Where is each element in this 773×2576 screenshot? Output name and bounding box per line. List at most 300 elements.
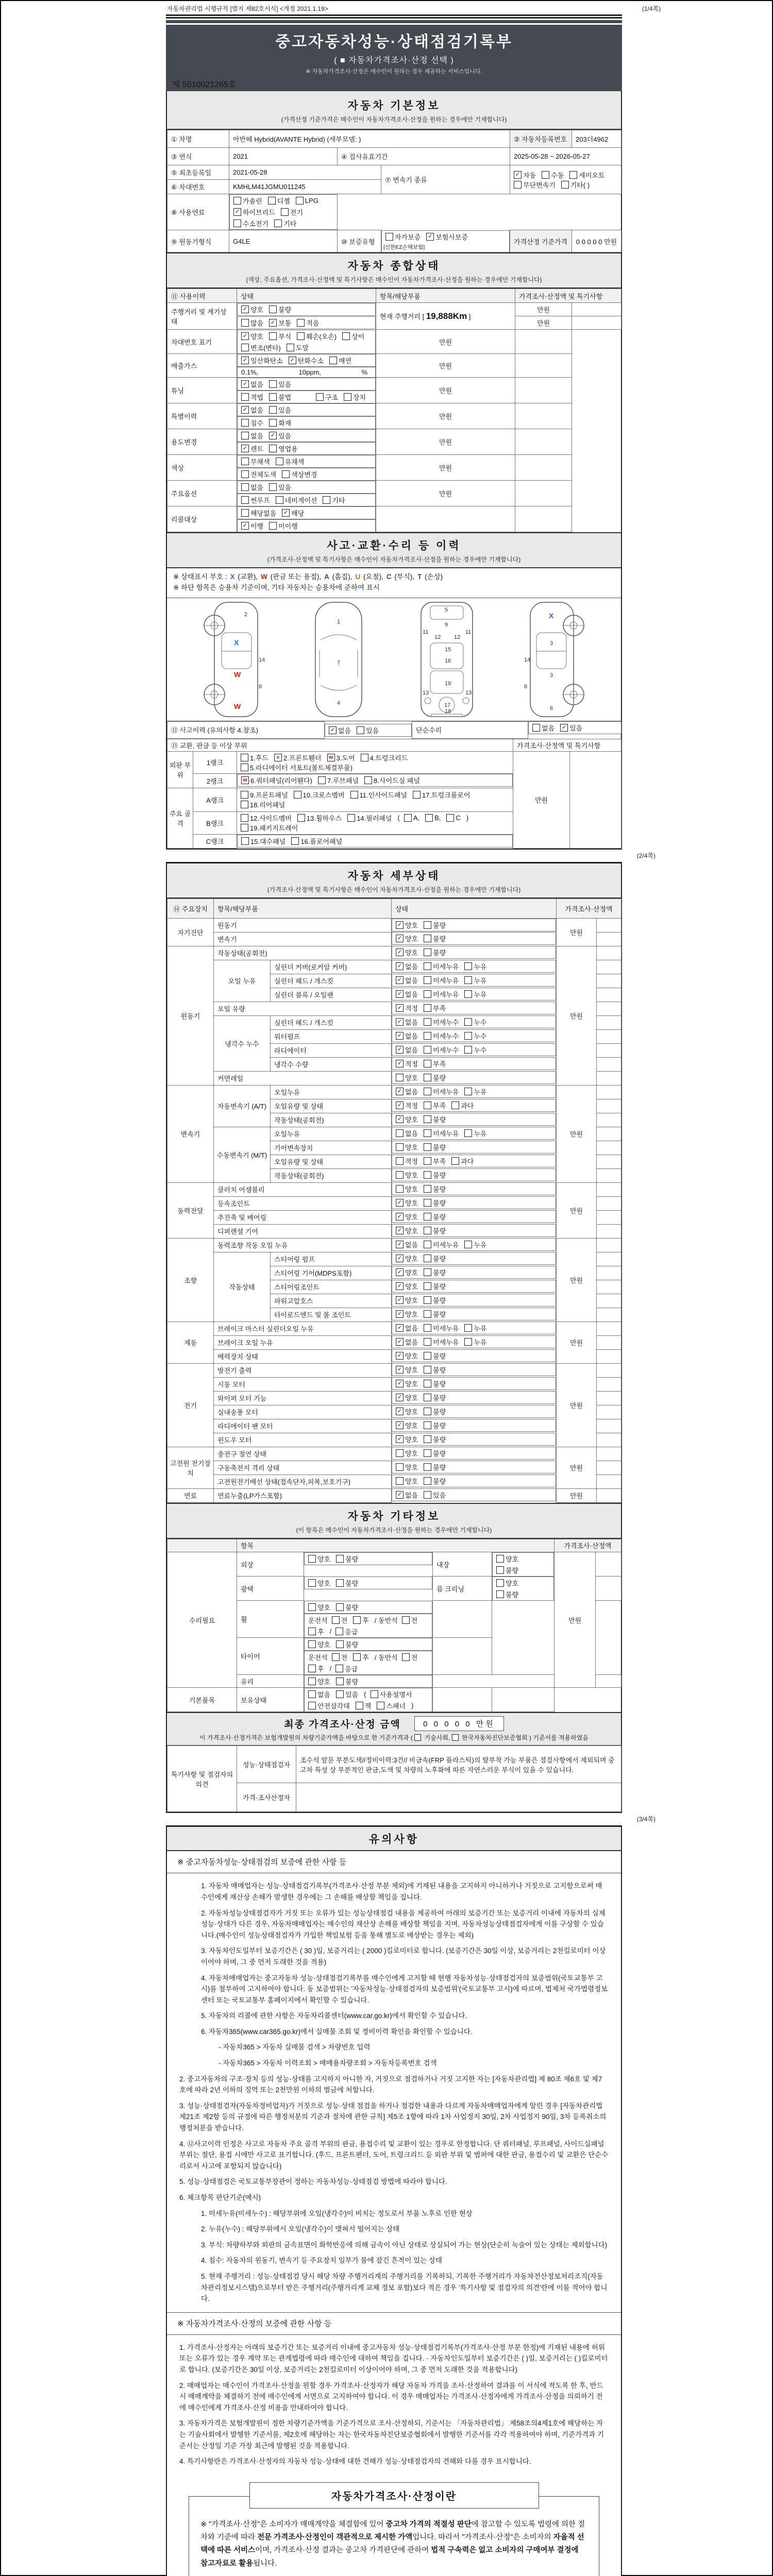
cell <box>392 1238 556 1251</box>
checkbox[interactable] <box>424 1171 431 1179</box>
cell <box>392 1419 556 1432</box>
checkbox[interactable] <box>269 332 277 340</box>
cell: 만원 <box>376 455 515 481</box>
checkbox-label: 불량 <box>433 1464 446 1472</box>
checkbox[interactable] <box>425 814 433 822</box>
checkbox[interactable]: ✓ <box>396 921 404 929</box>
svg-text:2: 2 <box>244 611 248 618</box>
checkbox[interactable]: ✓ <box>396 1338 404 1346</box>
checkbox[interactable] <box>464 1032 472 1040</box>
checkbox[interactable] <box>561 181 569 189</box>
checkbox[interactable] <box>336 1579 344 1587</box>
checkbox[interactable] <box>241 432 249 439</box>
check-item <box>424 1240 459 1249</box>
check-item <box>396 1267 418 1277</box>
checkbox[interactable] <box>241 483 249 491</box>
checkbox[interactable] <box>344 393 351 401</box>
cell: 만원 <box>557 918 597 946</box>
checkbox[interactable] <box>269 419 277 427</box>
checkbox[interactable] <box>424 1004 431 1012</box>
checkbox[interactable] <box>424 1018 431 1026</box>
checkbox[interactable] <box>353 1616 361 1624</box>
checkbox-label: 미세누유 <box>433 1241 459 1249</box>
checkbox[interactable] <box>357 726 364 734</box>
checkbox[interactable]: ✓ <box>269 319 277 327</box>
checkbox[interactable] <box>464 1088 472 1095</box>
checkbox[interactable] <box>364 776 372 784</box>
checkbox[interactable] <box>294 791 301 799</box>
check-item <box>424 1420 446 1430</box>
cell: ② 자동차등록번호 <box>510 130 572 148</box>
checkbox[interactable] <box>424 1491 431 1499</box>
checkbox[interactable] <box>276 496 283 504</box>
checkbox[interactable] <box>496 1590 504 1598</box>
check-line <box>514 170 617 180</box>
checkbox[interactable] <box>308 1555 316 1563</box>
checkbox[interactable]: ✓ <box>396 1004 404 1012</box>
checkbox[interactable] <box>464 1338 472 1346</box>
check-item <box>241 418 263 428</box>
cell: 1랭크 <box>193 751 237 773</box>
check-item <box>396 1170 418 1180</box>
checkbox[interactable] <box>464 1046 472 1054</box>
check-item <box>569 170 604 180</box>
cell: 유리 <box>237 1675 304 1688</box>
checkbox[interactable] <box>241 764 248 771</box>
checkbox[interactable] <box>424 1227 431 1234</box>
checkbox[interactable] <box>241 344 249 351</box>
checkbox[interactable] <box>353 1653 361 1661</box>
checkbox[interactable]: ✓ <box>396 935 404 942</box>
checkbox[interactable] <box>424 1046 431 1054</box>
cell <box>237 303 376 316</box>
check-item <box>241 495 270 505</box>
checkbox[interactable] <box>451 1101 459 1109</box>
checkbox[interactable] <box>308 1702 316 1709</box>
checkbox[interactable] <box>424 1241 431 1248</box>
checkbox[interactable] <box>424 1477 431 1485</box>
checkbox[interactable] <box>424 1255 431 1262</box>
checkbox[interactable]: ✓ <box>396 1227 404 1234</box>
checkbox[interactable] <box>424 1435 431 1443</box>
checkbox[interactable] <box>396 1171 404 1179</box>
checkbox[interactable] <box>274 219 282 227</box>
checkbox[interactable] <box>308 1579 316 1587</box>
checkbox[interactable]: ✓ <box>241 332 249 340</box>
checkbox[interactable] <box>451 1157 459 1165</box>
infobox-title: 자동차가격조사·산정이란 <box>249 2482 539 2509</box>
cell: 시동 모터 <box>214 1377 392 1391</box>
checkbox[interactable] <box>356 1702 363 1709</box>
check-item <box>241 823 298 833</box>
checkbox[interactable]: ✓ <box>241 380 249 388</box>
checkbox[interactable]: ✓ <box>396 1032 404 1040</box>
checkbox[interactable]: w <box>327 754 335 761</box>
cell: 만원 <box>376 330 515 354</box>
table-row <box>167 960 621 974</box>
checkbox[interactable] <box>424 1310 431 1318</box>
text: ( <box>397 814 400 822</box>
checkbox[interactable]: ✓ <box>396 1435 404 1443</box>
checkbox-label: B, <box>434 814 441 822</box>
cell: 디퍼렌셜 기어 <box>214 1224 392 1238</box>
checkbox[interactable] <box>424 1380 431 1387</box>
checkbox[interactable] <box>336 1640 344 1648</box>
checkbox[interactable] <box>452 1734 459 1741</box>
checkbox[interactable] <box>269 306 277 313</box>
checkbox[interactable] <box>424 976 431 984</box>
legend-mark: U <box>355 573 361 581</box>
checkbox[interactable] <box>464 1129 472 1137</box>
checkbox[interactable]: ✓ <box>396 1115 404 1123</box>
page1-box <box>166 91 622 850</box>
cell <box>433 1638 492 1675</box>
checkbox[interactable]: ✓ <box>241 357 249 364</box>
notice-item: - 자동차365 > 자동차 이력조회 > 매매용차량조회 > 자동차등록번호 검색 <box>219 2059 437 2067</box>
checkbox[interactable]: ✓ <box>396 1352 404 1360</box>
cell: 오일누유 <box>271 1085 392 1099</box>
checkbox[interactable] <box>424 1463 431 1471</box>
checkbox[interactable] <box>296 197 304 205</box>
checkbox[interactable]: ✓ <box>396 1060 404 1067</box>
cell <box>597 1405 621 1419</box>
checkbox[interactable]: ✓ <box>396 1380 404 1387</box>
check-item <box>425 814 441 822</box>
checkbox[interactable] <box>396 1129 404 1137</box>
cell <box>597 1057 621 1071</box>
checkbox[interactable]: ✓ <box>396 1101 404 1109</box>
checkbox[interactable] <box>424 935 431 942</box>
checkbox[interactable] <box>241 791 248 799</box>
checkbox[interactable] <box>424 1338 431 1346</box>
checkbox[interactable]: ✓ <box>560 724 568 732</box>
checkbox[interactable] <box>424 1449 431 1457</box>
checkbox[interactable] <box>424 1352 431 1360</box>
checkbox[interactable] <box>297 814 305 822</box>
checkbox[interactable] <box>336 1555 344 1563</box>
check-item <box>241 469 276 479</box>
title-band <box>166 20 622 78</box>
checkbox[interactable] <box>424 1088 431 1095</box>
checkbox[interactable] <box>424 1032 431 1040</box>
checkbox[interactable]: ✓ <box>396 1255 404 1262</box>
cell: 조향 <box>167 1238 214 1321</box>
cell <box>392 1127 556 1140</box>
checkbox[interactable] <box>241 801 248 808</box>
checkbox[interactable]: ✓ <box>396 1310 404 1318</box>
checkbox[interactable]: ✓ <box>289 357 296 364</box>
checkbox-label: 6.쿼터패널(리어휀다) <box>250 776 312 785</box>
checkbox[interactable] <box>424 1185 431 1193</box>
checkbox[interactable] <box>269 393 277 401</box>
checkbox-label: 17.트렁크플로어 <box>422 791 470 800</box>
checkbox[interactable] <box>424 990 431 998</box>
checkbox[interactable] <box>241 419 249 427</box>
checkbox-label: 19.패키지트레이 <box>250 824 298 833</box>
checkbox[interactable]: ✓ <box>241 406 249 414</box>
cell: 수리필요 <box>167 1552 237 1688</box>
text: / <box>329 1664 332 1672</box>
checkbox[interactable] <box>308 1603 316 1611</box>
checkbox-label: 있음 <box>366 727 379 735</box>
checkbox[interactable] <box>424 1074 431 1081</box>
checkbox[interactable] <box>287 344 294 351</box>
checkbox[interactable]: ✓ <box>241 306 249 313</box>
checkbox[interactable] <box>269 445 277 452</box>
checkbox[interactable] <box>424 962 431 970</box>
checkbox[interactable] <box>396 1449 404 1457</box>
cell <box>570 751 621 848</box>
svg-text:12: 12 <box>453 634 460 640</box>
checkbox[interactable]: ✓ <box>233 208 241 216</box>
checkbox[interactable] <box>396 1185 404 1193</box>
checkbox[interactable] <box>464 1324 472 1332</box>
checkbox[interactable] <box>496 1579 504 1587</box>
other-band <box>167 1503 621 1539</box>
checkbox[interactable] <box>424 1421 431 1429</box>
checkbox[interactable] <box>336 1690 344 1698</box>
checkbox[interactable] <box>464 976 472 984</box>
checkbox[interactable] <box>424 1213 431 1221</box>
checkbox[interactable] <box>335 1628 343 1635</box>
table-row <box>167 1552 621 1577</box>
cell: 만원 <box>513 751 570 848</box>
checkbox[interactable]: ✓ <box>396 1421 404 1429</box>
checkbox[interactable] <box>385 233 393 241</box>
check-item <box>396 1240 418 1249</box>
checkbox[interactable] <box>318 776 326 784</box>
checkbox[interactable] <box>464 1018 472 1026</box>
check-item <box>464 961 486 971</box>
checkbox[interactable]: ✓ <box>396 1324 404 1332</box>
checkbox[interactable] <box>269 406 277 414</box>
checkbox[interactable] <box>323 496 330 504</box>
checkbox[interactable] <box>269 380 277 388</box>
checkbox[interactable] <box>396 1463 404 1471</box>
checkbox[interactable] <box>308 1690 316 1698</box>
text: 운전석 <box>308 1616 328 1624</box>
checkbox[interactable] <box>329 357 337 364</box>
checkbox[interactable] <box>496 1566 504 1574</box>
cell <box>392 1488 556 1501</box>
cell <box>597 1475 621 1488</box>
checkbox[interactable] <box>361 754 368 761</box>
cell <box>392 1266 556 1279</box>
check-item <box>424 1059 446 1069</box>
checkbox[interactable] <box>424 921 431 929</box>
checkbox[interactable] <box>569 171 577 179</box>
car-diagram-left-side <box>195 600 272 719</box>
checkbox[interactable] <box>424 1394 431 1401</box>
checkbox[interactable]: ✓ <box>396 976 404 984</box>
checkbox[interactable] <box>269 522 277 530</box>
checkbox[interactable] <box>424 1282 431 1290</box>
checkbox[interactable]: ✓ <box>396 1296 404 1304</box>
checkbox[interactable] <box>308 1628 316 1635</box>
checkbox[interactable] <box>241 754 248 761</box>
checkbox[interactable] <box>396 1157 404 1165</box>
checkbox[interactable] <box>308 1640 316 1648</box>
checkbox[interactable] <box>276 457 283 465</box>
checkbox[interactable] <box>396 1143 404 1151</box>
checkbox[interactable] <box>297 332 305 340</box>
checkbox[interactable] <box>233 197 241 205</box>
checkbox[interactable] <box>446 814 454 822</box>
checkbox[interactable] <box>241 470 249 478</box>
checkbox[interactable] <box>514 181 522 189</box>
checkbox[interactable] <box>396 1074 404 1081</box>
checkbox[interactable] <box>404 814 412 822</box>
check-item <box>241 790 288 800</box>
check-item <box>241 355 283 365</box>
check-item <box>396 975 418 985</box>
checkbox[interactable]: ✓ <box>329 726 337 734</box>
checkbox[interactable]: ✓ <box>396 1199 404 1207</box>
checkbox-label: 렌트 <box>250 445 264 453</box>
checkbox[interactable] <box>424 948 431 956</box>
checkbox[interactable]: ✓ <box>514 171 522 179</box>
checkbox[interactable]: ✓ <box>396 1046 404 1054</box>
check-item <box>276 495 317 505</box>
checkbox[interactable] <box>424 1296 431 1304</box>
checkbox[interactable] <box>402 1616 410 1624</box>
checkbox[interactable] <box>233 219 241 227</box>
svg-text:6: 6 <box>549 705 553 711</box>
checkbox[interactable] <box>281 208 289 216</box>
cell <box>392 960 556 973</box>
checkbox[interactable] <box>413 791 421 799</box>
checkbox[interactable] <box>424 1115 431 1123</box>
checkbox[interactable] <box>402 1653 410 1661</box>
checkbox[interactable]: ✓ <box>396 990 404 998</box>
check-item <box>424 1142 446 1152</box>
checkbox[interactable]: ✓ <box>396 962 404 970</box>
text: 19,888Km <box>426 311 467 321</box>
check-item <box>402 1615 418 1625</box>
checkbox[interactable] <box>297 319 305 327</box>
accident-history-row <box>167 721 621 739</box>
checkbox[interactable] <box>424 1268 431 1276</box>
check-item <box>396 1212 418 1222</box>
checkbox-label: 미세누유 <box>433 963 459 971</box>
checkbox[interactable] <box>282 470 290 478</box>
checkbox[interactable] <box>336 1677 344 1685</box>
checkbox[interactable] <box>424 1129 431 1137</box>
checkbox[interactable] <box>241 319 249 327</box>
checkbox[interactable]: ✓ <box>241 445 249 452</box>
checkbox[interactable] <box>424 1366 431 1374</box>
section-sub-accident: (가격조사·산정액 및 특기사항은 매수인이 자동차가격조사·산정을 원하는 경우에만 기재합니다) <box>267 556 521 563</box>
checkbox[interactable]: ✓ <box>396 1018 404 1026</box>
checkbox[interactable] <box>424 1324 431 1332</box>
checkbox[interactable] <box>424 1060 431 1067</box>
checkbox[interactable] <box>241 393 249 401</box>
checkbox[interactable]: ✓ <box>396 1366 404 1374</box>
checkbox[interactable]: ✓ <box>396 1241 404 1248</box>
check-item <box>396 934 418 943</box>
checkbox[interactable]: ✓ <box>396 1213 404 1221</box>
checkbox[interactable] <box>424 1143 431 1151</box>
checkbox[interactable] <box>371 1690 378 1698</box>
cell <box>597 1321 621 1335</box>
checkbox[interactable] <box>241 814 248 822</box>
checkbox[interactable] <box>241 496 249 504</box>
checkbox[interactable]: ✓ <box>426 233 434 241</box>
checkbox[interactable] <box>335 1665 343 1672</box>
checkbox[interactable] <box>464 962 472 970</box>
cell: 타이어 <box>237 1638 304 1675</box>
cell: 오일 누유 <box>214 960 271 1002</box>
section-sub-basic: (가격산정 기준가격은 매수인이 자동차가격조사·산정을 원하는 경우에만 기재합니다) <box>281 116 507 123</box>
checkbox[interactable]: ✓ <box>269 432 277 439</box>
checkbox-label: 양호 <box>405 935 418 943</box>
cell <box>304 1651 432 1675</box>
checkbox[interactable] <box>542 171 549 179</box>
checkbox[interactable] <box>308 1665 316 1672</box>
checkbox[interactable]: ✓ <box>396 1394 404 1401</box>
checkbox[interactable] <box>424 1157 431 1165</box>
cell: 용도변경 <box>167 429 237 455</box>
checkbox[interactable] <box>241 509 249 517</box>
checkbox[interactable] <box>464 990 472 998</box>
checkbox-label: A, <box>413 814 420 822</box>
checkbox[interactable]: x <box>274 754 282 761</box>
checkbox[interactable]: ✓ <box>396 948 404 956</box>
check-item <box>323 495 345 505</box>
checkbox[interactable] <box>414 1734 421 1741</box>
cell <box>392 1335 556 1348</box>
checkbox-label: 미세누유 <box>433 991 459 999</box>
checkbox[interactable] <box>377 1702 384 1709</box>
checkbox[interactable]: ✓ <box>396 1268 404 1276</box>
checkbox[interactable] <box>424 1199 431 1207</box>
checkbox[interactable] <box>342 332 350 340</box>
checkbox[interactable] <box>316 393 324 401</box>
checkbox[interactable]: ✓ <box>396 1088 404 1095</box>
checkbox-label: 10.크로스멤버 <box>303 791 345 800</box>
checkbox[interactable] <box>347 814 355 822</box>
checkbox[interactable]: ✓ <box>396 1282 404 1290</box>
checkbox-label: 양호 <box>506 1579 519 1587</box>
checkbox[interactable]: ✓ <box>396 1491 404 1499</box>
checkbox[interactable] <box>350 791 358 799</box>
checkbox[interactable] <box>336 1603 344 1611</box>
checkbox[interactable] <box>424 1101 431 1109</box>
checkbox[interactable] <box>241 457 249 465</box>
checkbox[interactable]: ✓ <box>282 509 290 517</box>
cell <box>392 1210 556 1223</box>
checkbox[interactable]: w <box>241 776 249 784</box>
checkbox[interactable] <box>496 1555 504 1563</box>
checkbox[interactable] <box>241 837 249 845</box>
checkbox[interactable] <box>308 1677 316 1685</box>
checkbox[interactable] <box>396 1477 404 1485</box>
checkbox[interactable] <box>268 197 276 205</box>
checkbox-label: 전 <box>341 1653 348 1662</box>
checkbox[interactable]: ✓ <box>396 1408 404 1415</box>
checkbox[interactable] <box>464 1241 472 1248</box>
checkbox[interactable] <box>291 837 299 845</box>
checkbox-label: 매연 <box>339 357 352 365</box>
checkbox[interactable] <box>269 483 277 491</box>
checkbox[interactable] <box>241 824 248 832</box>
checkbox[interactable]: ✓ <box>241 522 249 530</box>
check-item <box>396 1281 418 1291</box>
checkbox[interactable] <box>332 1653 340 1661</box>
checkbox[interactable] <box>332 1616 340 1624</box>
checkbox[interactable] <box>424 1408 431 1415</box>
checkbox[interactable] <box>532 724 540 732</box>
